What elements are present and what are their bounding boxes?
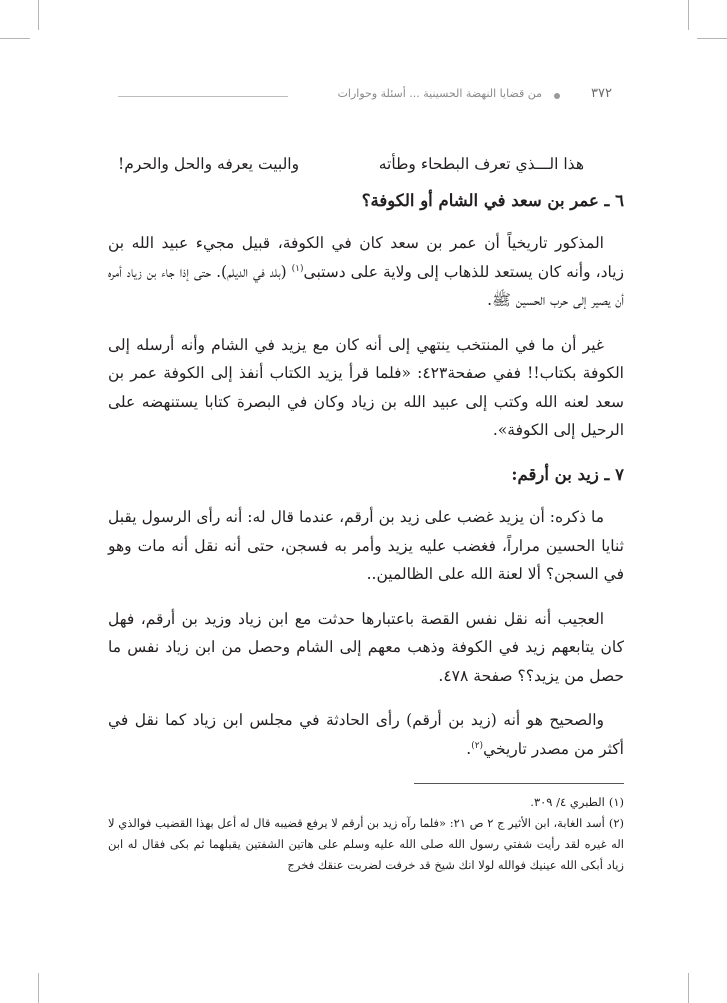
page-header: [118, 86, 612, 106]
footnote-text: الطبري ٤/ ٣٠٩.: [530, 795, 605, 809]
footnote-ref-2: (٢): [471, 740, 484, 751]
header-rule: [118, 96, 288, 97]
poem-verse: [108, 150, 624, 179]
section-6-heading: ٦ ـ عمر بن سعد في الشام أو الكوفة؟: [361, 190, 624, 210]
verse-first-hemistich: هذا الـــذي تعرف البطحاء وطأته: [378, 155, 584, 173]
footnote-2: [108, 813, 624, 876]
paragraph-text: (بلد في الديلم). حتى إذا جاء بن زياد أمره أن يصير إلى حرب الحسين ﷺ.: [108, 262, 624, 309]
page-body: [108, 150, 624, 876]
crop-mark-top-right: [688, 0, 689, 30]
crop-mark-top-left: [38, 0, 39, 30]
page-number: ٣٧٢: [591, 86, 612, 101]
paragraph-text: المذكور تاريخياً أن عمر بن سعد كان في الكوفة، قبيل مجيء عبيد الله بن زياد، وأنه كان يستعد للذهاب إلى ولاية على دستبى: [108, 234, 624, 281]
section-6-paragraph-2: غير أن ما في المنتخب ينتهي إلى أنه كان مع يزيد في الشام وأنه أرسله إلى الكوفة بكتاب!! ففي صفحة٤٢٣: «فلما قرأ يزيد الكتاب أنفذ إلى الكوفة عمر بن سعد لعنه الله وكتب إلى عبيد الله بن زياد وكان في البصرة كتابا يستنهضه على الرحيل إلى الكوفة».: [108, 335, 624, 439]
verse-second-hemistich: والبيت يعرفه والحل والحرم!: [118, 155, 300, 173]
header-bullet-icon: [554, 93, 560, 99]
section-7-paragraph-1: ما ذكره: أن يزيد غضب على زيد بن أرقم، عندما قال له: أنه رأى الرسول يقبل ثنايا الحسين مراراً، فغضب عليه يزيد وأمر به فسجن، حتى أنه نقل أنه مات وهو في السجن؟ ألا لعنة الله على الظالمين..: [108, 508, 624, 583]
crop-mark-right-top: [697, 38, 727, 39]
footnote-text: أسد الغابة، ابن الأثير ج ٢ ص ٢١: «فلما رآه زيد بن أرقم لا يرفع قضيبه قال له أعل بهذا القضيب فوالذي لا اله غيره لقد رأيت شفتي رسول الله صلى الله عليه وسلم على هاتين الشفتين يقبلهما ثم بكى فقال له ابن زياد أبكى الله عينيك فوالله لولا انك شيخ قد خرفت لضربت عنقك فخرج: [108, 816, 624, 872]
section-7-paragraph-3: [108, 706, 624, 763]
crop-mark-bottom-right: [688, 973, 689, 1003]
section-7-paragraph-2: العجيب أنه نقل نفس القصة باعتبارها حدثت مع ابن زياد وزيد بن أرقم، فهل كان يتابعهم زيد في الكوفة وذهب معهم إلى الشام وحصل من ابن زياد نفس ما حصل من يزيد؟؟ صفحة ٤٧٨.: [108, 609, 624, 685]
footnote-separator: [414, 783, 624, 784]
footnote-number: (١): [608, 795, 624, 809]
section-7-heading: ٧ ـ زيد بن أرقم:: [511, 464, 624, 484]
footnote-ref-1: (١): [291, 263, 304, 274]
crop-mark-bottom-left: [38, 973, 39, 1003]
footnote-1: [108, 792, 624, 813]
paragraph-text: .: [466, 739, 472, 758]
running-title: من قضايا النهضة الحسينية ... أسئلة وحوارات: [337, 87, 542, 100]
footnote-number: (٢): [608, 816, 624, 830]
section-6-paragraph-1: [108, 229, 624, 315]
paragraph-text: والصحيح هو أنه (زيد بن أرقم) رأى الحادثة في مجلس ابن زياد كما نقل في أكثر من مصدر تاريخي: [108, 711, 624, 758]
crop-mark-left-top: [0, 38, 30, 39]
